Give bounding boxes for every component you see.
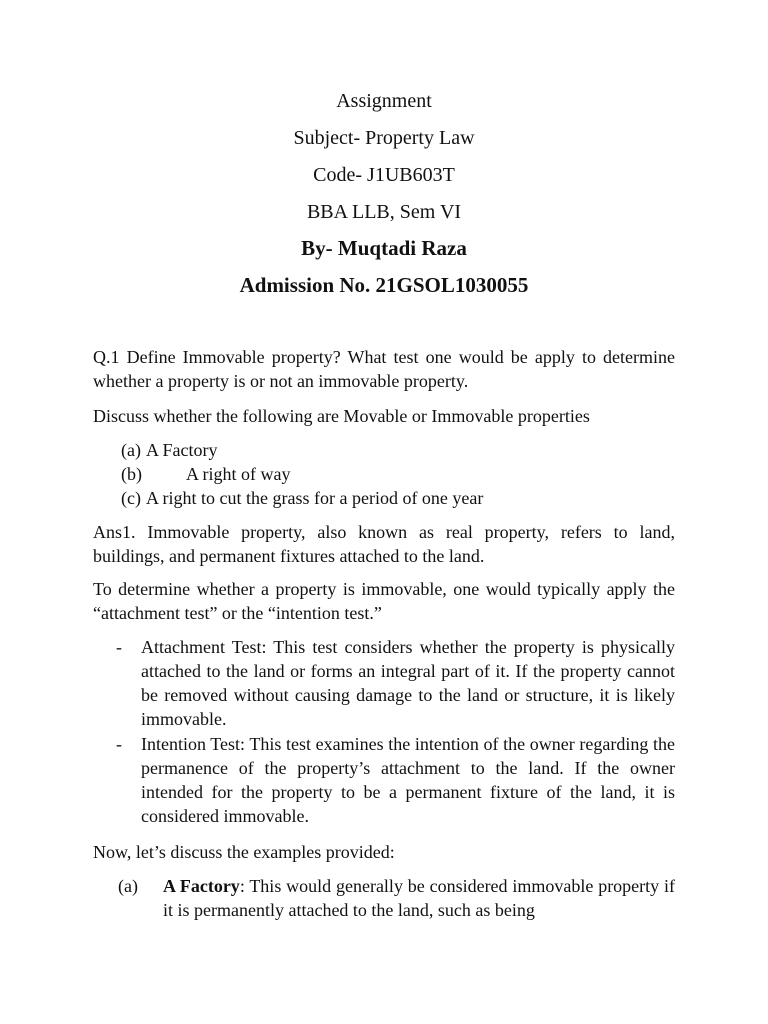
item-marker: (a): [121, 440, 141, 460]
example-text: [163, 874, 675, 922]
item-text: A right to cut the grass for a period of one year: [146, 488, 484, 508]
author-line: By- Muqtadi Raza: [301, 236, 467, 260]
course-line: BBA LLB, Sem VI: [306, 201, 462, 223]
admission-line: Admission No. 21GSOL1030055: [239, 273, 529, 297]
item-text: A right of way: [186, 464, 291, 484]
attachment-test-text: Attachment Test: This test considers whether the property is physically attached to the land or forms an integral part of it. If the property cannot be removed without causing damage to the land or structure, it is likely immovable.: [141, 637, 675, 729]
example-body: : This would generally be considered immovable property if it is permanently attached to the land, such as being: [163, 876, 675, 920]
bullet-marker: -: [116, 637, 122, 657]
answer-intro: Ans1. Immovable property, also known as real property, refers to land, buildings, and permanent fixtures attached to the land.: [93, 522, 675, 566]
example-title: A Factory: [163, 876, 240, 896]
document-title: Assignment: [336, 90, 432, 112]
tests-intro: To determine whether a property is immovable, one would typically apply the “attachment test” or the “intention test.”: [93, 579, 675, 623]
discuss-text: Discuss whether the following are Movable or Immovable properties: [93, 406, 590, 426]
code-line: Code- J1UB603T: [313, 164, 455, 186]
question-text: Q.1 Define Immovable property? What test one would be apply to determine whether a property is or not an immovable property.: [93, 347, 675, 391]
bullet-marker: -: [116, 734, 122, 754]
subject-line: Subject- Property Law: [293, 127, 475, 149]
intention-test-text: Intention Test: This test examines the intention of the owner regarding the permanence of the property’s attachment to the land. If the owner intended for the property to be a permanent fixture of the land, it is considered immovable.: [141, 734, 675, 826]
item-marker: (b): [121, 464, 142, 484]
examples-intro: Now, let’s discuss the examples provided:: [93, 842, 395, 862]
example-marker: (a): [118, 876, 138, 896]
item-text: A Factory: [146, 440, 218, 460]
item-marker: (c): [121, 488, 141, 508]
